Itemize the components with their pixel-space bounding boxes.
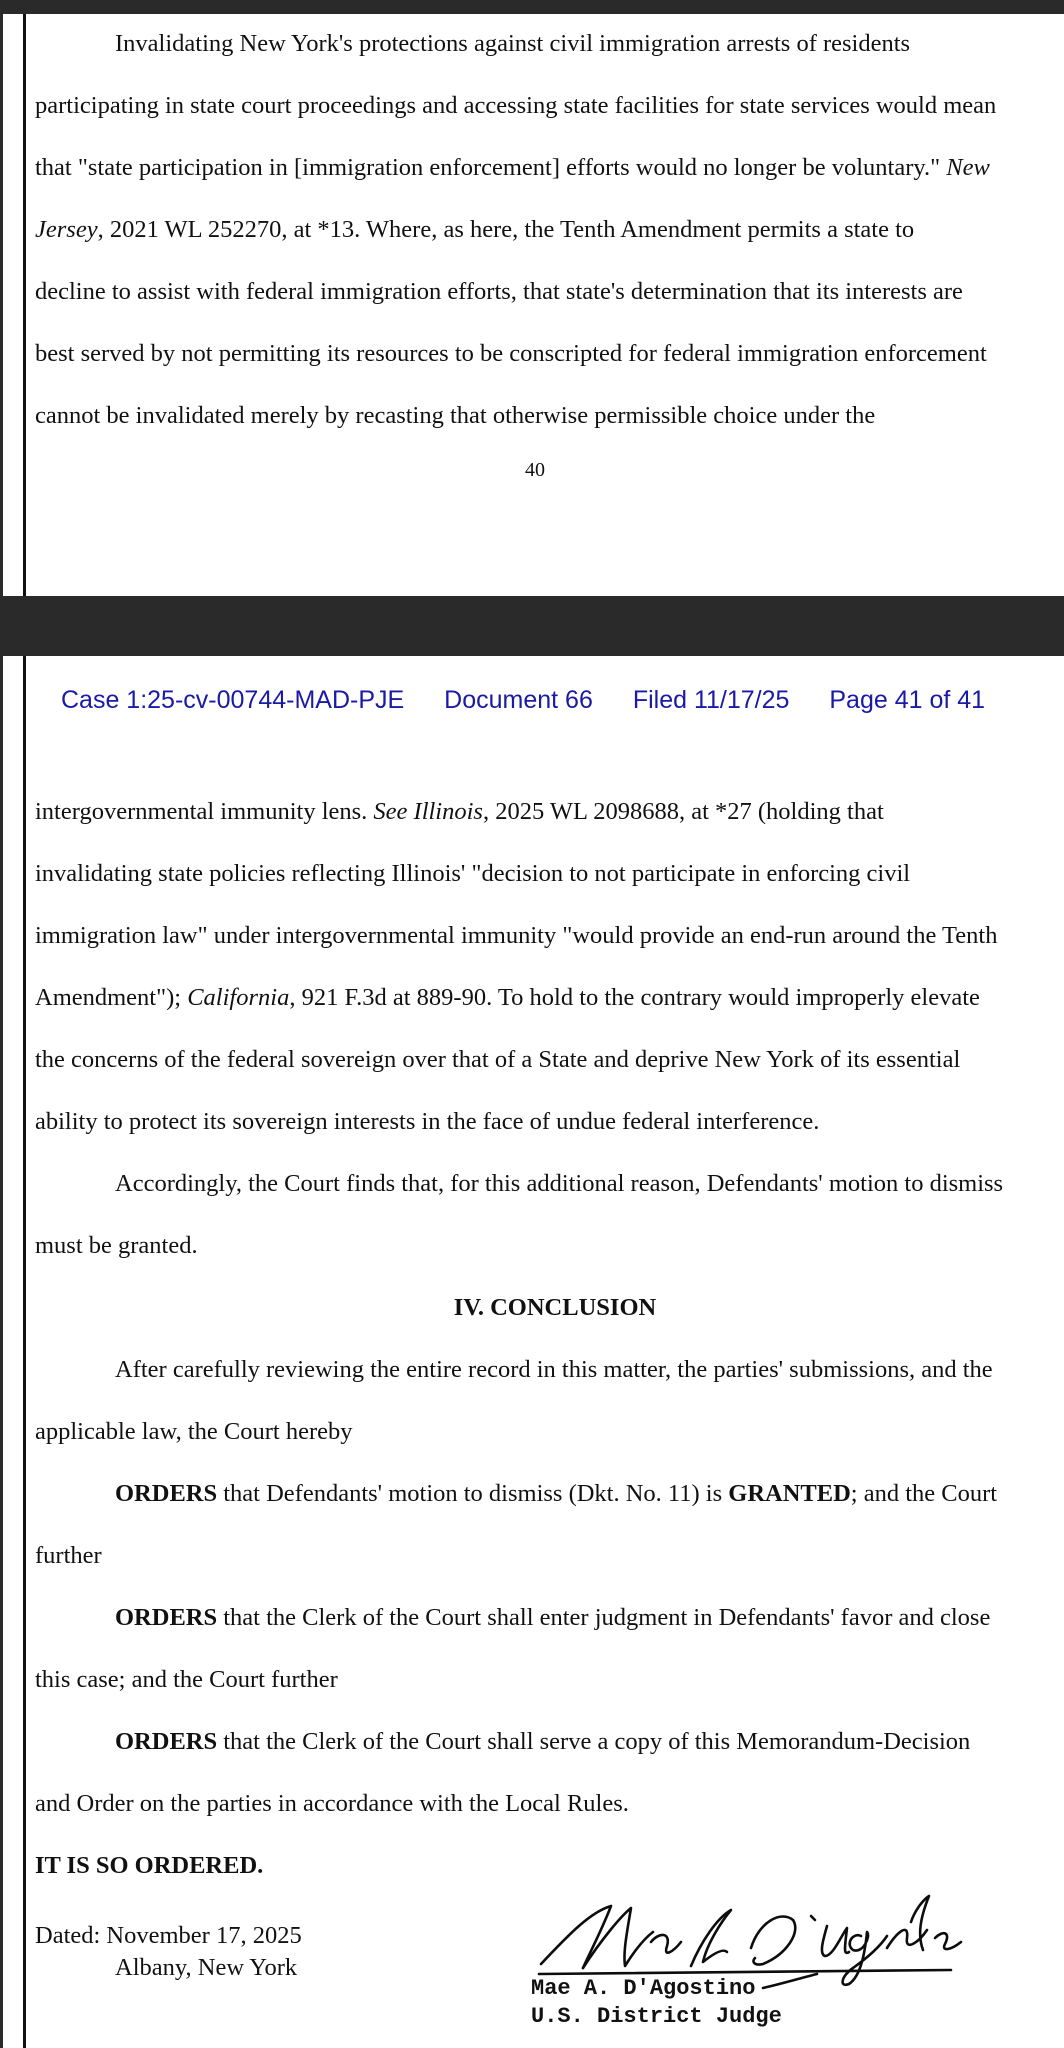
text-line: Accordingly, the Court finds that, for this additional reason, Defendants' motion to dismiss xyxy=(115,1170,1004,1197)
text-line: must be granted. xyxy=(35,1232,198,1259)
signature-block xyxy=(531,1892,971,2048)
text-line: ability to protect its sovereign interests in the face of undue federal interference. xyxy=(35,1108,820,1135)
so-ordered: IT IS SO ORDERED. xyxy=(35,1852,264,1879)
text-line: and Order on the parties in accordance with the Local Rules. xyxy=(35,1790,629,1817)
dated-place: Albany, New York xyxy=(115,1954,298,1981)
document-number: Document 66 xyxy=(444,686,593,714)
text-line: the concerns of the federal sovereign over that of a State and deprive New York of its essential xyxy=(35,1046,961,1073)
filed-date: Filed 11/17/25 xyxy=(632,686,790,714)
text-line: Amendment"); California, 921 F.3d at 889-90. To hold to the contrary would improperly elevate xyxy=(35,984,980,1011)
section-heading: IV. CONCLUSION xyxy=(453,1294,657,1321)
text-line: participating in state court proceedings and accessing state facilities for state services would mean xyxy=(35,92,997,119)
text-line: intergovernmental immunity lens. See Illinois, 2025 WL 2098688, at *27 (holding that xyxy=(35,798,884,825)
order-line: ORDERS that the Clerk of the Court shall serve a copy of this Memorandum-Decision xyxy=(115,1728,971,1755)
order-line: ORDERS that the Clerk of the Court shall enter judgment in Defendants' favor and close xyxy=(115,1604,991,1631)
page-40 xyxy=(0,14,1064,596)
text-line: this case; and the Court further xyxy=(35,1666,338,1693)
margin-rule xyxy=(23,14,26,596)
ecf-header xyxy=(61,686,1018,715)
page-number: 40 xyxy=(525,459,545,481)
text-line: Jersey, 2021 WL 252270, at *13. Where, as here, the Tenth Amendment permits a state to xyxy=(35,216,915,243)
page-count: Page 41 of 41 xyxy=(829,686,986,714)
judge-name: Mae A. D'Agostino xyxy=(531,1976,756,2001)
case-number: Case 1:25-cv-00744-MAD-PJE xyxy=(61,686,405,714)
text-line: immigration law" under intergovernmental immunity "would provide an end-run around the Tenth xyxy=(35,922,998,949)
text-line: cannot be invalidated merely by recasting that otherwise permissible choice under the xyxy=(35,402,876,429)
order-line: ORDERS that Defendants' motion to dismiss (Dkt. No. 11) is GRANTED; and the Court xyxy=(115,1480,998,1507)
dated-line: Dated: November 17, 2025 xyxy=(35,1922,302,1949)
text-line: invalidating state policies reflecting Illinois' "decision to not participate in enforcing civil xyxy=(35,860,911,887)
text-line: After carefully reviewing the entire record in this matter, the parties' submissions, and the xyxy=(115,1356,993,1383)
margin-rule xyxy=(23,656,26,2048)
page-41 xyxy=(0,656,1064,2048)
text-line: decline to assist with federal immigration efforts, that state's determination that its interests are xyxy=(35,278,963,305)
text-line: further xyxy=(35,1542,102,1569)
text-line: best served by not permitting its resources to be conscripted for federal immigration enforcement xyxy=(35,340,987,367)
text-line: that "state participation in [immigration enforcement] efforts would no longer be voluntary." New xyxy=(35,154,990,181)
judge-title: U.S. District Judge xyxy=(531,2004,782,2029)
text-line: applicable law, the Court hereby xyxy=(35,1418,353,1445)
text-line: Invalidating New York's protections against civil immigration arrests of residents xyxy=(115,30,911,57)
